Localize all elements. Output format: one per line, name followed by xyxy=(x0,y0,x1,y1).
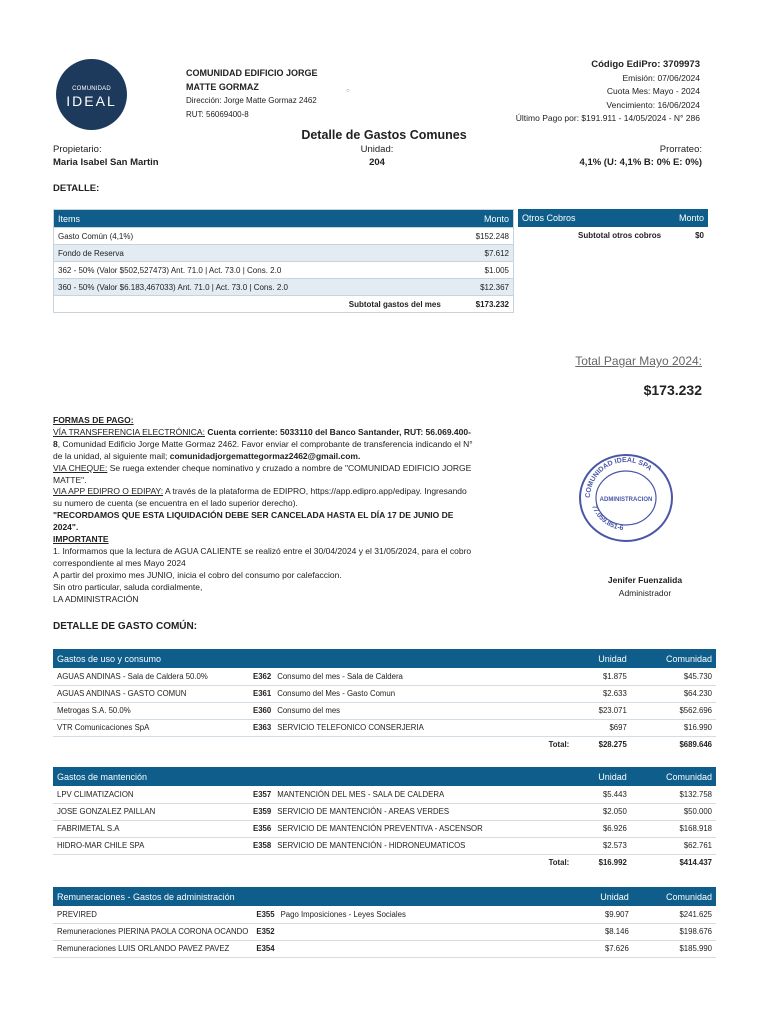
items-subtotal-value: $173.232 xyxy=(445,296,514,313)
total-label: Total Pagar Mayo 2024: xyxy=(575,354,702,368)
expense-row: PREVIRED E355 Pago Imposiciones - Leyes Sociales $9.907 $241.625 xyxy=(53,906,716,923)
items-subtotal-label: Subtotal gastos del mes xyxy=(54,296,445,313)
due-date: Vencimiento: 16/06/2024 xyxy=(606,99,700,110)
item-label: 362 - 50% (Valor $502,527473) Ant. 71.0 | Act. 73.0 | Cons. 2.0 xyxy=(54,262,445,279)
others-header xyxy=(518,209,708,227)
section-title: Remuneraciones - Gastos de administración xyxy=(57,891,235,902)
svg-text:ADMINISTRACION: ADMINISTRACION xyxy=(599,497,653,503)
expense-row: AGUAS ANDINAS - Sala de Caldera 50.0% E362 Consumo del mes - Sala de Caldera $1.875 $45.730 xyxy=(53,668,716,685)
section-total-unit: $28.275 xyxy=(598,740,627,750)
unit-label: Unidad: xyxy=(360,144,394,155)
detail-heading: DETALLE DE GASTO COMÚN: xyxy=(53,621,198,632)
others-col-item: Otros Cobros xyxy=(522,213,576,223)
prorrateo-value: 4,1% (U: 4,1% B: 0% E: 0%) xyxy=(579,157,702,168)
signer-name: Jenifer Fuenzalida xyxy=(607,575,683,585)
expense-row: HIDRO-MAR CHILE SPA E358 SERVICIO DE MANTENCIÓN - HIDRONEUMATICOS $2.573 $62.761 xyxy=(53,837,716,854)
community-address: Dirección: Jorge Matte Gormaz 2462 xyxy=(186,96,317,105)
billing-info xyxy=(516,58,700,126)
signer-role: Administrador xyxy=(618,587,672,598)
emission-date: Emisión: 07/06/2024 xyxy=(622,72,700,83)
section-total-comm: $414.437 xyxy=(679,858,712,868)
total-amount: $173.232 xyxy=(643,382,702,398)
unit-number: 204 xyxy=(369,157,385,168)
other-charges-table xyxy=(518,209,708,244)
company-logo xyxy=(56,59,127,130)
administration-stamp xyxy=(566,450,686,546)
community-rut: RUT: 56069400-8 xyxy=(186,110,249,119)
section-total-unit: $16.992 xyxy=(598,858,627,868)
important-heading: IMPORTANTE xyxy=(53,534,109,545)
item-amount: $7.612 xyxy=(445,245,514,262)
signer-block xyxy=(600,574,690,599)
note-4: LA ADMINISTRACIÓN xyxy=(53,593,139,604)
expense-row: AGUAS ANDINAS - GASTO COMUN E361 Consumo del Mes - Gasto Comun $2.633 $64.230 xyxy=(53,685,716,702)
note-1: 1. Informamos que la lectura de AGUA CALIENTE se realizó entre el 30/04/2024 y el 31/05/2024, para el cobro correspondiente al mes Mayo 2024 xyxy=(53,545,472,568)
section-header xyxy=(53,767,716,786)
payment-reminder: "RECORDAMOS QUE ESTA LIQUIDACIÓN DEBE SER CANCELADA HASTA EL DÍA 17 DE JUNIO DE 2024". xyxy=(53,510,454,533)
payment-cheque: VIA CHEQUE: Se ruega extender cheque nominativo y cruzado a nombre de "COMUNIDAD EDIFICIO JORGE MATTE". xyxy=(53,462,472,485)
community-info xyxy=(186,66,318,122)
items-subtotal-row xyxy=(54,296,514,313)
edipro-code: Código EdiPro: 3709973 xyxy=(591,59,700,70)
payment-app: VIA APP EDIPRO O EDIPAY: A través de la plataforma de EDIPRO, https://app.edipro.app/edipay. Ingresando su numero de cuenta (se encuentra en el lado superior derecho). xyxy=(53,486,467,509)
section-total-label: Total: xyxy=(548,858,570,868)
small-circle-marker: ○ xyxy=(346,88,350,94)
col-unidad: Unidad xyxy=(598,771,627,782)
svg-text:COMUNIDAD IDEAL SPA: COMUNIDAD IDEAL SPA xyxy=(584,456,653,499)
others-subtotal-value: $0 xyxy=(695,231,704,240)
expense-section-remuneraciones xyxy=(53,887,716,958)
section-header xyxy=(53,887,716,906)
payment-info xyxy=(53,415,473,606)
section-total-comm: $689.646 xyxy=(679,740,712,750)
col-comunidad: Comunidad xyxy=(665,891,712,902)
expense-row: JOSE GONZALEZ PAILLAN E359 SERVICIO DE MANTENCIÓN - AREAS VERDES $2.050 $50.000 xyxy=(53,803,716,820)
detalle-label: DETALLE: xyxy=(53,183,100,194)
logo-line2: IDEAL xyxy=(66,93,117,109)
section-total-label: Total: xyxy=(548,740,570,750)
expense-row: LPV CLIMATIZACION E357 MANTENCIÓN DEL MES - SALA DE CALDERA $5.443 $132.758 xyxy=(53,786,716,803)
payment-transfer: VÍA TRANSFERENCIA ELECTRÓNICA: Cuenta corriente: 5033110 del Banco Santander, RUT: 56.069.400-8, Comunidad Edificio Jorge Matte Gormaz 2462. Favor enviar el comprobante de transferencia indicando el N° de la unidad, al siguiente mail; comunidadjorgemattegormaz2462@gmail.com. xyxy=(53,426,473,461)
item-amount: $1.005 xyxy=(445,262,514,279)
svg-text:77.059.851-6: 77.059.851-6 xyxy=(590,504,624,533)
expense-row: FABRIMETAL S.A E356 SERVICIO DE MANTENCIÓN PREVENTIVA - ASCENSOR $6.926 $168.918 xyxy=(53,820,716,837)
section-total-row xyxy=(53,736,716,753)
col-unidad: Unidad xyxy=(598,653,627,664)
items-row xyxy=(54,262,514,279)
owner-name: Maria Isabel San Martin xyxy=(53,157,159,168)
unit-block xyxy=(340,143,414,169)
expense-row: Remuneraciones PIERINA PAOLA CORONA OCANDO E352 $8.146 $198.676 xyxy=(53,923,716,940)
expense-row: Metrogas S.A. 50.0% E360 Consumo del mes $23.071 $562.696 xyxy=(53,702,716,719)
items-row xyxy=(54,279,514,296)
items-table xyxy=(53,209,514,313)
others-col-monto: Monto xyxy=(678,213,704,223)
note-2: A partir del proximo mes JUNIO, inicia el cobro del consumo por calefaccion. xyxy=(53,569,342,580)
expense-row: Remuneraciones LUIS ORLANDO PAVEZ PAVEZ E354 $7.626 $185.990 xyxy=(53,940,716,957)
section-title: Gastos de mantención xyxy=(57,771,148,782)
prorrateo-label: Prorrateo: xyxy=(659,144,702,155)
items-row xyxy=(54,245,514,262)
logo-line1: COMUNIDAD xyxy=(72,86,111,92)
item-label: 360 - 50% (Valor $6.183,467033) Ant. 71.0 | Act. 73.0 | Cons. 2.0 xyxy=(54,279,445,296)
items-col-item: Items xyxy=(54,210,445,228)
last-payment: Último Pago por: $191.911 - 14/05/2024 - N° 286 xyxy=(515,113,700,123)
owner-label: Propietario: xyxy=(53,144,102,155)
col-comunidad: Comunidad xyxy=(665,653,712,664)
page-title: Detalle de Gastos Comunes xyxy=(301,128,467,142)
others-subtotal-row xyxy=(518,227,708,244)
item-label: Gasto Común (4,1%) xyxy=(54,228,445,245)
note-3: Sin otro particular, saluda cordialmente, xyxy=(53,581,203,592)
col-unidad: Unidad xyxy=(600,891,629,902)
section-title: Gastos de uso y consumo xyxy=(57,653,162,664)
col-comunidad: Comunidad xyxy=(665,771,712,782)
others-subtotal-label: Subtotal otros cobros xyxy=(578,231,662,240)
billing-month: Cuota Mes: Mayo - 2024 xyxy=(606,86,700,96)
expense-section-mantencion xyxy=(53,767,716,871)
expense-section-consumo xyxy=(53,649,716,753)
items-header xyxy=(54,210,514,228)
section-header xyxy=(53,649,716,668)
community-name-line2: MATTE GORMAZ xyxy=(186,82,259,92)
owner-block xyxy=(53,143,159,169)
items-row xyxy=(54,228,514,245)
community-name-line1: COMUNIDAD EDIFICIO JORGE xyxy=(186,68,318,78)
payment-heading: FORMAS DE PAGO: xyxy=(53,415,134,425)
section-total-row xyxy=(53,854,716,871)
item-amount: $152.248 xyxy=(445,228,514,245)
expense-row: VTR Comunicaciones SpA E363 SERVICIO TELEFONICO CONSERJERIA $697 $16.990 xyxy=(53,719,716,736)
items-col-monto: Monto xyxy=(445,210,514,228)
item-amount: $12.367 xyxy=(445,279,514,296)
item-label: Fondo de Reserva xyxy=(54,245,445,262)
prorrateo-block xyxy=(580,143,702,169)
